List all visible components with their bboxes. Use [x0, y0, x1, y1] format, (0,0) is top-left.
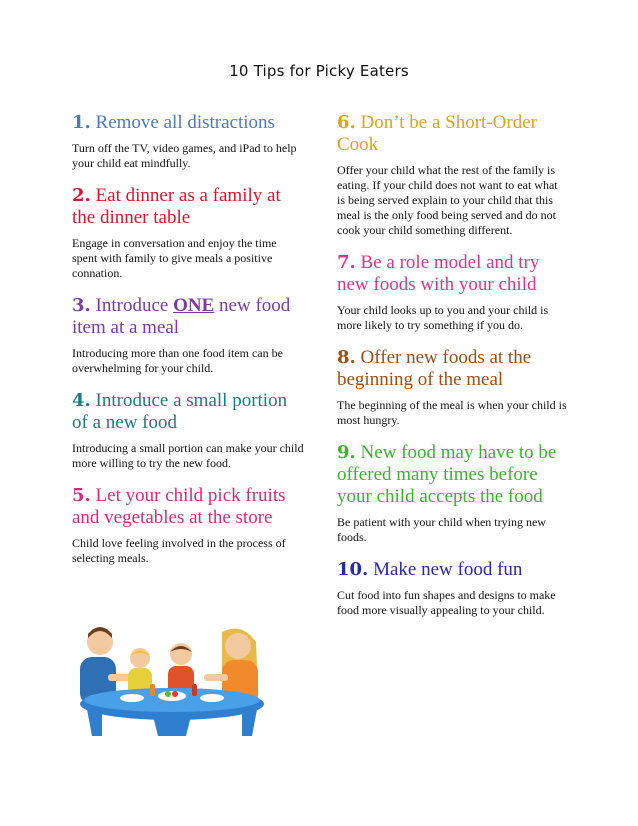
tip-heading — [72, 390, 304, 434]
tip-number: 7. — [337, 252, 356, 273]
tip-heading-text: Offer new foods at the beginning of the meal — [337, 347, 532, 390]
tip-body: Child love feeling involved in the process of selecting meals. — [72, 536, 286, 565]
tip-7 — [337, 252, 567, 333]
tip-heading-pre: Introduce — [95, 295, 174, 316]
tip-number: 5. — [72, 485, 91, 506]
tip-number: 1. — [72, 112, 91, 133]
tip-heading-text: Let your child pick fruits and vegetables at the store — [72, 485, 286, 528]
tip-heading-text: New food may have to be offered many times before your child accepts the food — [337, 442, 557, 507]
tip-heading-text: Eat dinner as a family at the dinner table — [72, 185, 281, 228]
tip-heading-post: new food item at a meal — [72, 295, 291, 338]
tip-heading-emphasis: ONE — [173, 295, 215, 316]
tip-number: 8. — [337, 347, 356, 368]
tip-heading-text: Introduce a small portion of a new food — [72, 390, 288, 433]
tip-heading-text: Don’t be a Short-Order Cook — [337, 112, 537, 155]
tip-heading-text: Be a role model and try new foods with your child — [337, 252, 540, 295]
tip-number: 10. — [337, 559, 369, 580]
tip-heading — [72, 485, 304, 529]
tip-heading — [337, 559, 567, 581]
tip-heading — [337, 112, 567, 156]
tip-heading — [337, 252, 567, 296]
tip-number: 9. — [337, 442, 356, 463]
tip-number: 3. — [72, 295, 91, 316]
tip-number: 2. — [72, 185, 91, 206]
tip-body: The beginning of the meal is when your child is most hungry. — [337, 398, 567, 427]
tip-1 — [72, 112, 304, 171]
tip-4 — [72, 390, 304, 471]
tip-9 — [337, 442, 567, 545]
tip-body: Engage in conversation and enjoy the time spent with family to give meals a positive connation. — [72, 236, 277, 280]
tip-body: Turn off the TV, video games, and iPad to help your child eat mindfully. — [72, 141, 297, 170]
tip-body: Introducing a small portion can make your child more willing to try the new food. — [72, 441, 304, 470]
tip-6 — [337, 112, 567, 238]
tip-body: Offer your child what the rest of the family is eating. If your child does not want to eat what is being served explain to your child that this meal is the only food being served and do not cook your child something different. — [337, 163, 558, 237]
tip-2 — [72, 185, 304, 281]
tip-heading — [72, 185, 304, 229]
tip-body: Cut food into fun shapes and designs to make food more visually appealing to your child. — [337, 588, 556, 617]
tip-heading — [337, 347, 567, 391]
tip-number: 4. — [72, 390, 91, 411]
tip-heading-text: Remove all distractions — [95, 112, 275, 133]
tip-heading-text: Make new food fun — [373, 559, 523, 580]
tip-8 — [337, 347, 567, 428]
tip-body: Be patient with your child when trying new foods. — [337, 515, 546, 544]
tip-number: 6. — [337, 112, 356, 133]
tip-heading — [337, 442, 567, 508]
tip-heading — [72, 112, 304, 134]
tip-body: Your child looks up to you and your child is more likely to try something if you do. — [337, 303, 549, 332]
tip-10 — [337, 559, 567, 618]
page-title: 10 Tips for Picky Eaters — [229, 62, 409, 80]
tip-body: Introducing more than one food item can be overwhelming for your child. — [72, 346, 283, 375]
tip-5 — [72, 485, 304, 566]
right-column — [337, 112, 567, 626]
family-dinner-illustration — [72, 612, 272, 740]
left-column — [72, 112, 304, 574]
tip-heading — [72, 295, 304, 339]
tip-3 — [72, 295, 304, 376]
